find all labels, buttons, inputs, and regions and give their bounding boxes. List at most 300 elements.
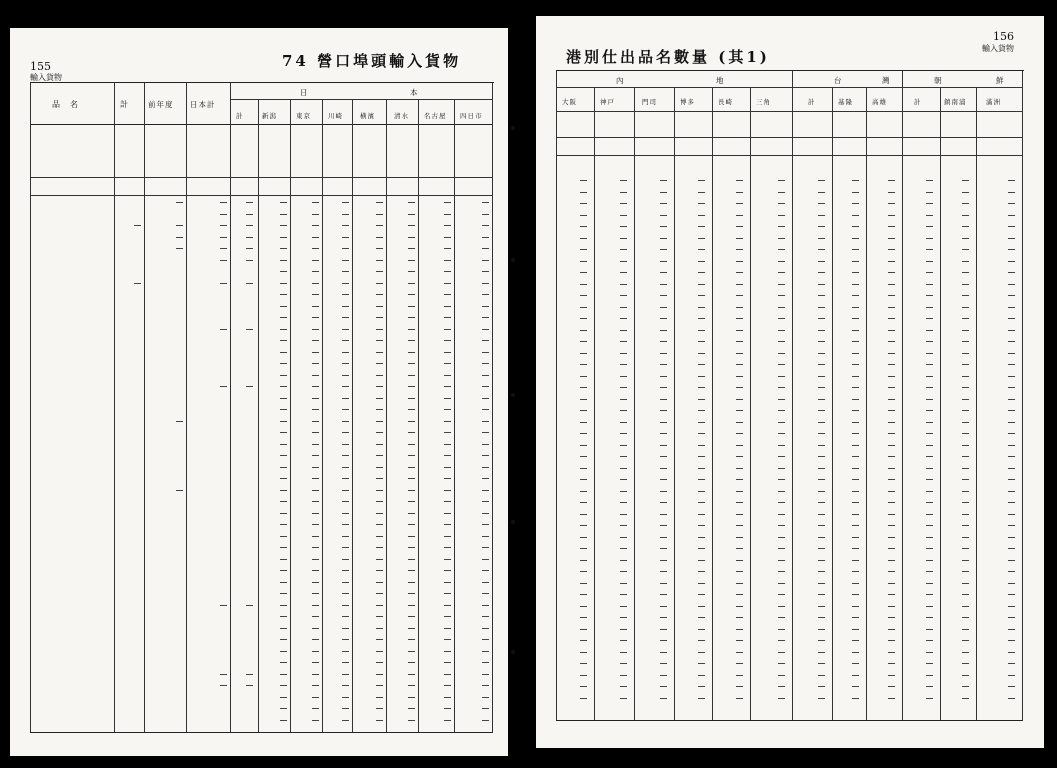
dash-mark (660, 226, 667, 227)
dash-mark (580, 387, 587, 388)
dash-mark (376, 432, 383, 433)
dash-mark (444, 375, 451, 376)
dash-mark (482, 547, 489, 548)
dash-mark (376, 708, 383, 709)
dash-mark (660, 387, 667, 388)
dash-mark (580, 698, 587, 699)
dash-mark (818, 330, 825, 331)
dash-mark (620, 583, 627, 584)
dash-mark (736, 180, 743, 181)
dash-mark (444, 524, 451, 525)
dash-mark (620, 537, 627, 538)
dash-mark (852, 203, 859, 204)
dash-mark (444, 202, 451, 203)
dash-mark (342, 593, 349, 594)
dash-mark (176, 490, 183, 491)
dash-mark (376, 582, 383, 583)
dash-mark (620, 387, 627, 388)
dash-mark (736, 364, 743, 365)
dash-mark (736, 491, 743, 492)
dash-mark (342, 697, 349, 698)
header-chinnampo: 鎮南浦 (944, 98, 967, 106)
dash-mark (376, 467, 383, 468)
dash-mark (818, 456, 825, 457)
dash-mark (778, 468, 785, 469)
dash-mark (312, 283, 319, 284)
dash-mark (962, 226, 969, 227)
dash-mark (852, 238, 859, 239)
dash-mark (444, 662, 451, 663)
dash-mark (778, 640, 785, 641)
header-manchuria: 滿洲 (986, 98, 1001, 106)
dash-mark (444, 237, 451, 238)
dash-mark (620, 433, 627, 434)
dash-mark (818, 525, 825, 526)
dash-mark (736, 341, 743, 342)
dash-mark (246, 674, 253, 675)
dash-mark (1008, 617, 1015, 618)
dash-mark (660, 502, 667, 503)
dash-mark (376, 329, 383, 330)
dash-mark (342, 363, 349, 364)
dash-mark (444, 605, 451, 606)
dash-mark (376, 662, 383, 663)
page-number-left: 155 (30, 60, 51, 73)
left-page (10, 28, 508, 756)
dash-mark (962, 272, 969, 273)
dash-mark (620, 456, 627, 457)
dash-mark (736, 318, 743, 319)
dash-mark (482, 386, 489, 387)
dash-mark (580, 686, 587, 687)
dash-mark (1008, 640, 1015, 641)
dash-mark (312, 570, 319, 571)
dash-mark (926, 330, 933, 331)
dash-mark (312, 340, 319, 341)
dash-mark (312, 524, 319, 525)
dash-mark (444, 478, 451, 479)
dash-mark (482, 283, 489, 284)
dash-mark (852, 261, 859, 262)
dash-mark (926, 525, 933, 526)
binding-hole (511, 126, 515, 130)
dash-mark (778, 537, 785, 538)
dash-mark (482, 421, 489, 422)
dash-mark (1008, 502, 1015, 503)
dash-mark (698, 307, 705, 308)
dash-mark (962, 318, 969, 319)
dash-mark (620, 525, 627, 526)
dash-mark (852, 215, 859, 216)
dash-mark (280, 501, 287, 502)
dash-mark (482, 513, 489, 514)
dash-mark (962, 364, 969, 365)
dash-mark (736, 192, 743, 193)
dash-mark (376, 214, 383, 215)
dash-mark (818, 203, 825, 204)
dash-mark (698, 445, 705, 446)
dash-mark (342, 501, 349, 502)
dash-mark (280, 386, 287, 387)
dash-mark (280, 651, 287, 652)
dash-mark (736, 479, 743, 480)
dash-mark (280, 467, 287, 468)
header-taiwan-total: 計 (808, 98, 816, 106)
dash-mark (482, 570, 489, 571)
dash-mark (660, 537, 667, 538)
dash-mark (342, 685, 349, 686)
dash-mark (280, 455, 287, 456)
dash-mark (888, 318, 895, 319)
dash-mark (736, 307, 743, 308)
dash-mark (852, 594, 859, 595)
dash-mark (580, 410, 587, 411)
dash-mark (926, 479, 933, 480)
dash-mark (926, 445, 933, 446)
dash-mark (580, 353, 587, 354)
dash-mark (1008, 675, 1015, 676)
dash-mark (852, 663, 859, 664)
dash-mark (482, 490, 489, 491)
dash-mark (1008, 353, 1015, 354)
dash-mark (736, 445, 743, 446)
dash-mark (280, 639, 287, 640)
dash-mark (312, 202, 319, 203)
dash-mark (444, 501, 451, 502)
dash-mark (444, 720, 451, 721)
dash-mark (408, 398, 415, 399)
dash-mark (818, 399, 825, 400)
dash-mark (376, 593, 383, 594)
dash-mark (888, 468, 895, 469)
dash-mark (698, 238, 705, 239)
dash-mark (408, 674, 415, 675)
dash-mark (376, 685, 383, 686)
dash-mark (778, 675, 785, 676)
dash-mark (620, 215, 627, 216)
dash-mark (660, 594, 667, 595)
dash-mark (376, 375, 383, 376)
dash-mark (698, 295, 705, 296)
dash-mark (312, 386, 319, 387)
dash-mark (852, 226, 859, 227)
dash-mark (342, 271, 349, 272)
dash-mark (376, 421, 383, 422)
dash-mark (342, 547, 349, 548)
dash-mark (408, 386, 415, 387)
dash-mark (818, 226, 825, 227)
dash-mark (888, 215, 895, 216)
dash-mark (698, 491, 705, 492)
dash-mark (482, 329, 489, 330)
dash-mark (620, 629, 627, 630)
dash-mark (312, 294, 319, 295)
dash-mark (620, 399, 627, 400)
dash-mark (818, 192, 825, 193)
dash-mark (220, 237, 227, 238)
header-city-shimizu: 清水 (394, 112, 409, 120)
header-keelung: 基隆 (838, 98, 853, 106)
dash-mark (312, 547, 319, 548)
dash-mark (962, 238, 969, 239)
dash-mark (444, 340, 451, 341)
dash-mark (482, 455, 489, 456)
dash-mark (736, 284, 743, 285)
dash-mark (220, 260, 227, 261)
dash-mark (962, 249, 969, 250)
dash-mark (962, 629, 969, 630)
dash-mark (620, 502, 627, 503)
dash-mark (926, 272, 933, 273)
dash-mark (736, 272, 743, 273)
dash-mark (818, 376, 825, 377)
dash-mark (408, 329, 415, 330)
dash-mark (698, 468, 705, 469)
dash-mark (342, 375, 349, 376)
dash-mark (580, 215, 587, 216)
dash-mark (736, 376, 743, 377)
dash-mark (620, 261, 627, 262)
header-group-4: 灣 (882, 76, 891, 85)
dash-mark (342, 306, 349, 307)
dash-mark (408, 352, 415, 353)
dash-mark (1008, 330, 1015, 331)
dash-mark (580, 606, 587, 607)
dash-mark (888, 698, 895, 699)
dash-mark (1008, 249, 1015, 250)
dash-mark (736, 537, 743, 538)
dash-mark (342, 214, 349, 215)
dash-mark (1008, 215, 1015, 216)
dash-mark (342, 432, 349, 433)
dash-mark (698, 284, 705, 285)
dash-mark (482, 248, 489, 249)
dash-mark (376, 455, 383, 456)
dash-mark (736, 410, 743, 411)
dash-mark (1008, 226, 1015, 227)
dash-mark (926, 652, 933, 653)
dash-mark (660, 514, 667, 515)
dash-mark (444, 283, 451, 284)
dash-mark (1008, 295, 1015, 296)
dash-mark (660, 433, 667, 434)
dash-mark (852, 640, 859, 641)
dash-mark (342, 708, 349, 709)
dash-mark (778, 226, 785, 227)
dash-mark (736, 249, 743, 250)
dash-mark (312, 248, 319, 249)
dash-mark (962, 537, 969, 538)
header-japan-total: 日本計 (190, 100, 216, 109)
dash-mark (408, 202, 415, 203)
dash-mark (620, 272, 627, 273)
dash-mark (620, 203, 627, 204)
dash-mark (342, 662, 349, 663)
dash-mark (778, 387, 785, 388)
dash-mark (962, 376, 969, 377)
dash-mark (1008, 318, 1015, 319)
dash-mark (342, 490, 349, 491)
dash-mark (620, 675, 627, 676)
dash-mark (376, 202, 383, 203)
dash-mark (926, 537, 933, 538)
dash-mark (962, 548, 969, 549)
dash-mark (280, 536, 287, 537)
dash-mark (408, 340, 415, 341)
dash-mark (482, 628, 489, 629)
dash-mark (926, 295, 933, 296)
dash-mark (1008, 652, 1015, 653)
dash-mark (1008, 594, 1015, 595)
dash-mark (736, 652, 743, 653)
bottom-rule-right (556, 720, 1022, 721)
dash-mark (280, 697, 287, 698)
dash-mark (444, 294, 451, 295)
dash-mark (580, 445, 587, 446)
dash-mark (818, 548, 825, 549)
dash-mark (312, 501, 319, 502)
dash-mark (376, 352, 383, 353)
dash-mark (926, 468, 933, 469)
dash-mark (962, 341, 969, 342)
dash-mark (962, 433, 969, 434)
dash-mark (778, 617, 785, 618)
dash-mark (342, 616, 349, 617)
dash-mark (736, 215, 743, 216)
dash-mark (778, 180, 785, 181)
header-group-2: 地 (716, 76, 725, 85)
dash-mark (852, 629, 859, 630)
dash-mark (312, 421, 319, 422)
header-takao: 高雄 (872, 98, 887, 106)
dash-mark (408, 283, 415, 284)
header-kobe: 神戸 (600, 98, 615, 106)
dash-mark (926, 376, 933, 377)
dash-mark (246, 214, 253, 215)
dash-mark (926, 617, 933, 618)
dash-mark (1008, 606, 1015, 607)
dash-mark (698, 560, 705, 561)
dash-mark (408, 524, 415, 525)
dash-mark (1008, 698, 1015, 699)
header-city-nagoya: 名古屋 (424, 112, 447, 120)
dash-mark (962, 502, 969, 503)
dash-mark (408, 697, 415, 698)
dash-mark (926, 640, 933, 641)
dash-mark (408, 662, 415, 663)
dash-mark (580, 399, 587, 400)
dash-mark (962, 491, 969, 492)
dash-mark (698, 410, 705, 411)
dash-mark (736, 606, 743, 607)
dash-mark (778, 215, 785, 216)
dash-mark (660, 318, 667, 319)
dash-mark (698, 456, 705, 457)
dash-mark (444, 225, 451, 226)
dash-mark (444, 570, 451, 571)
dash-mark (1008, 686, 1015, 687)
dash-mark (888, 445, 895, 446)
dash-mark (660, 192, 667, 193)
dash-mark (818, 698, 825, 699)
dash-mark (888, 652, 895, 653)
dash-mark (376, 398, 383, 399)
dash-mark (926, 192, 933, 193)
dash-mark (818, 445, 825, 446)
dash-mark (736, 640, 743, 641)
dash-mark (888, 594, 895, 595)
dash-mark (620, 180, 627, 181)
dash-mark (342, 386, 349, 387)
dash-mark (482, 662, 489, 663)
header-group-6: 鮮 (996, 76, 1005, 85)
binding-hole (511, 258, 515, 262)
dash-mark (312, 306, 319, 307)
dash-mark (580, 330, 587, 331)
dash-mark (962, 307, 969, 308)
dash-mark (408, 260, 415, 261)
dash-mark (852, 376, 859, 377)
dash-mark (1008, 548, 1015, 549)
dash-mark (778, 445, 785, 446)
dash-mark (444, 697, 451, 698)
dash-mark (580, 238, 587, 239)
dash-mark (1008, 261, 1015, 262)
dash-mark (408, 271, 415, 272)
dash-mark (926, 606, 933, 607)
dash-mark (1008, 479, 1015, 480)
dash-mark (342, 674, 349, 675)
dash-mark (660, 410, 667, 411)
dash-mark (818, 560, 825, 561)
dash-mark (660, 663, 667, 664)
dash-mark (778, 583, 785, 584)
dash-mark (778, 560, 785, 561)
dash-mark (1008, 192, 1015, 193)
dash-mark (280, 317, 287, 318)
dash-mark (698, 686, 705, 687)
dash-mark (736, 330, 743, 331)
dash-mark (620, 353, 627, 354)
header-city-tokyo: 東京 (296, 112, 311, 120)
dash-mark (818, 180, 825, 181)
dash-mark (176, 248, 183, 249)
dash-mark (280, 352, 287, 353)
dash-mark (580, 341, 587, 342)
dash-mark (312, 409, 319, 410)
dash-mark (376, 478, 383, 479)
dash-mark (926, 594, 933, 595)
dash-mark (660, 456, 667, 457)
dash-mark (376, 720, 383, 721)
dash-mark (852, 272, 859, 273)
dash-mark (580, 548, 587, 549)
dash-mark (580, 479, 587, 480)
dash-mark (888, 341, 895, 342)
dash-mark (962, 284, 969, 285)
dash-mark (818, 652, 825, 653)
dash-mark (1008, 203, 1015, 204)
dash-mark (926, 249, 933, 250)
dash-mark (778, 594, 785, 595)
dash-mark (818, 629, 825, 630)
dash-mark (818, 468, 825, 469)
dash-mark (778, 433, 785, 434)
dash-mark (312, 432, 319, 433)
dash-mark (580, 422, 587, 423)
dash-mark (342, 455, 349, 456)
dash-mark (698, 215, 705, 216)
